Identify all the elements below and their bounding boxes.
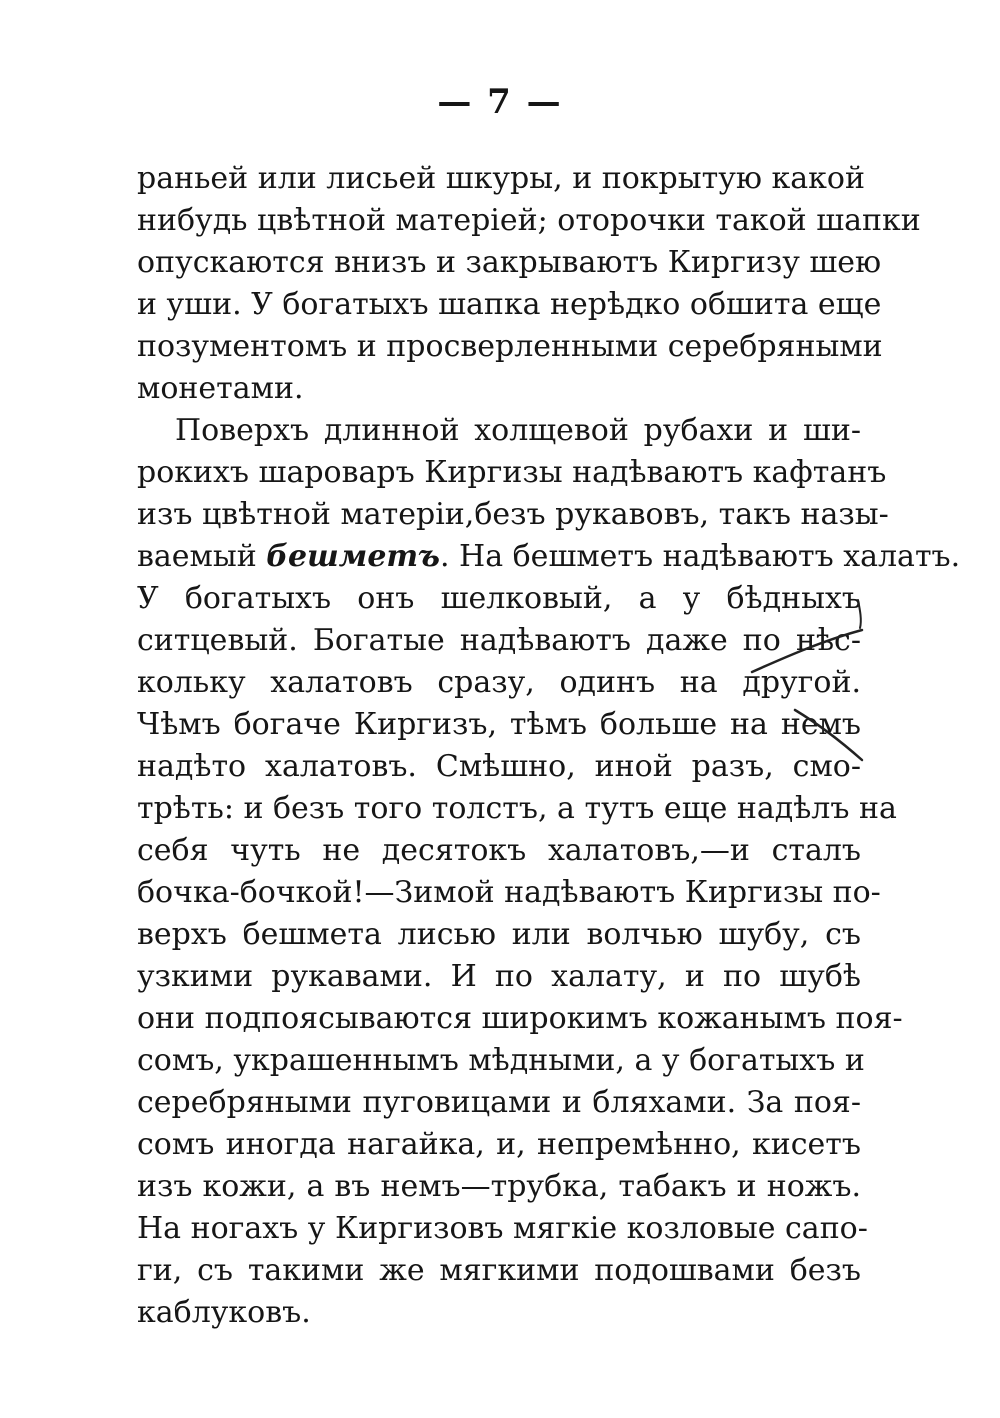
text-line: изъ цвѣтной матеріи,безъ рукавовъ, такъ назы-: [137, 497, 889, 532]
text-line-with-term: [137, 536, 961, 578]
text-line: изъ кожи, а въ немъ—трубка, табакъ и ножъ.: [137, 1169, 861, 1204]
text-line: ги, съ такими же мягкими подошвами безъ: [137, 1253, 861, 1288]
text-line: На ногахъ у Киргизовъ мягкіе козловые сапо-: [137, 1211, 868, 1246]
text-line: раньей или лисьей шкуры, и покрытую какой: [137, 161, 865, 196]
text-line: себя чуть не десятокъ халатовъ,—и сталъ: [137, 833, 861, 868]
text-line: Поверхъ длинной холщевой рубахи и ши-: [175, 413, 861, 448]
text-line: трѣть: и безъ того толстъ, а тутъ еще надѣлъ на: [137, 791, 897, 826]
text-line: Чѣмъ богаче Киргизъ, тѣмъ больше на немъ: [137, 707, 861, 742]
text-line: нибудь цвѣтной матеріей; оторочки такой шапки: [137, 203, 921, 238]
text-line: У богатыхъ онъ шелковый, а у бѣдныхъ: [137, 581, 861, 616]
text-line: опускаются внизъ и закрываютъ Киргизу шею: [137, 245, 882, 280]
text-line: сомъ иногда нагайка, и, непремѣнно, кисетъ: [137, 1127, 861, 1162]
page-number: — 7 —: [437, 82, 563, 122]
text-fragment: . На бешметъ надѣваютъ халатъ.: [439, 539, 961, 574]
text-line: каблуковъ.: [137, 1295, 311, 1330]
text-line: кольку халатовъ сразу, одинъ на другой.: [137, 665, 861, 700]
body-text: [137, 158, 961, 1334]
italic-term: бешметъ: [266, 539, 440, 574]
text-line: рокихъ шароваръ Киргизы надѣваютъ кафтанъ: [137, 455, 887, 490]
text-line: позументомъ и просверленными серебряными: [137, 329, 883, 364]
text-line: бочка-бочкой!—Зимой надѣваютъ Киргизы по-: [137, 875, 881, 910]
text-line: они подпоясываются широкимъ кожанымъ поя-: [137, 1001, 903, 1036]
text-line: узкими рукавами. И по халату, и по шубѣ: [137, 959, 861, 994]
text-fragment: ваемый: [137, 539, 257, 574]
text-line: надѣто халатовъ. Смѣшно, иной разъ, смо-: [137, 749, 861, 784]
text-line: серебряными пуговицами и бляхами. За поя-: [137, 1085, 861, 1120]
text-line: и уши. У богатыхъ шапка нерѣдко обшита еще: [137, 287, 882, 322]
text-line: верхъ бешмета лисью или волчью шубу, съ: [137, 917, 861, 952]
text-line: монетами.: [137, 371, 304, 406]
text-line: ситцевый. Богатые надѣваютъ даже по нѣс-: [137, 623, 861, 658]
text-line: сомъ, украшеннымъ мѣдными, а у богатыхъ и: [137, 1043, 865, 1078]
